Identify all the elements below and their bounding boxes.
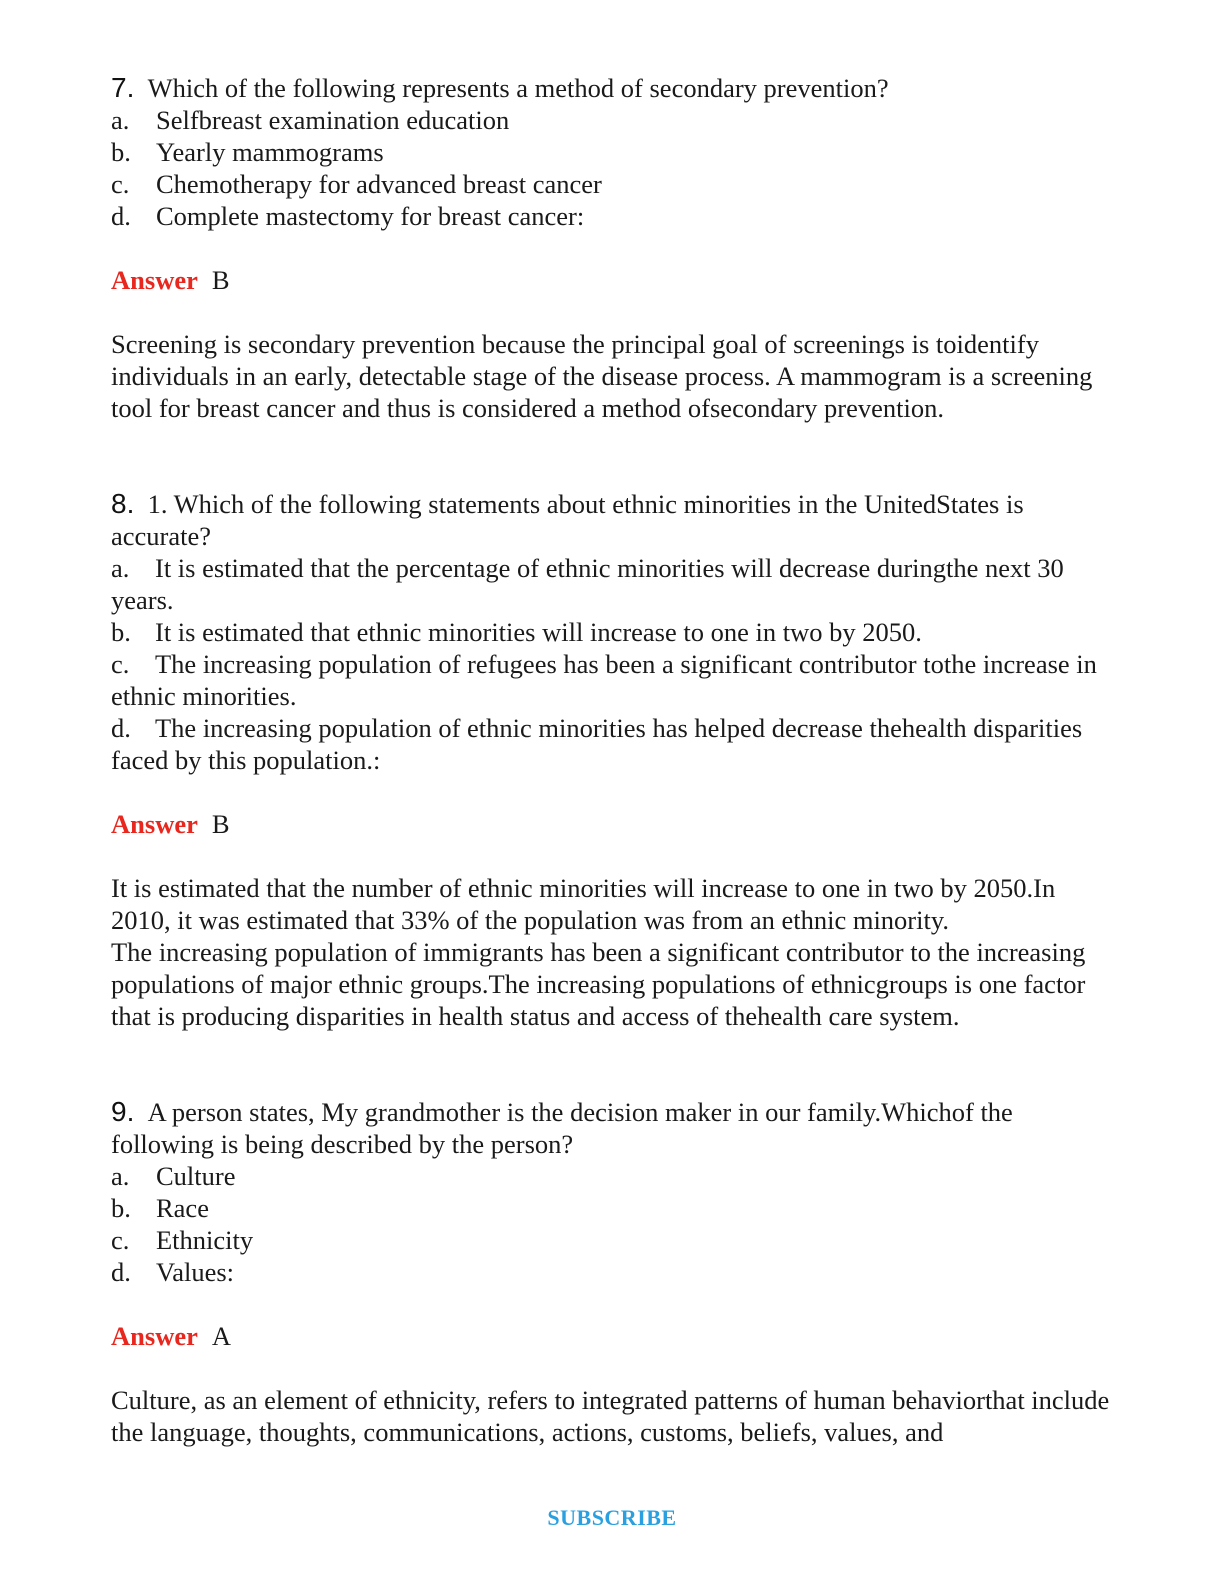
option-text: The increasing population of ethnic minorities has helped decrease thehealth disparities faced by this population.: [111, 713, 1083, 775]
option-letter: b. [111, 1193, 131, 1223]
option-letter: a. [111, 553, 130, 583]
option-a [111, 104, 1111, 136]
subscribe-link[interactable]: SUBSCRIBE [547, 1505, 677, 1530]
answer-label: Answer [111, 265, 198, 295]
option-letter: d. [111, 201, 131, 231]
question-stem [111, 1096, 1111, 1160]
option-text: Race [156, 1193, 209, 1223]
option-c [111, 1224, 1111, 1256]
option-letter: a. [111, 105, 130, 135]
question-text: 1. Which of the following statements about ethnic minorities in the UnitedStates is accurate? [111, 489, 1024, 551]
explanation: It is estimated that the number of ethnic minorities will increase to one in two by 2050.In 2010, it was estimated that 33% of the population was from an ethnic minority. [111, 873, 1056, 935]
question-7 [111, 72, 1111, 424]
question-text: Which of the following represents a method of secondary prevention? [147, 73, 889, 103]
option-text: It is estimated that the percentage of ethnic minorities will decrease duringthe next 30 years. [111, 553, 1064, 615]
spacer [111, 424, 1111, 488]
question-number: 9. [111, 1096, 135, 1127]
answer-label: Answer [111, 809, 198, 839]
option-text: Values: [156, 1257, 235, 1287]
option-c [111, 168, 1111, 200]
option-b [111, 1192, 1111, 1224]
option-a [111, 552, 1111, 616]
answer-value: A [211, 1321, 231, 1351]
option-letter: d. [111, 1257, 131, 1287]
option-d [111, 200, 1111, 232]
option-letter: c. [111, 649, 130, 679]
answer-value: B [211, 265, 230, 295]
option-b [111, 136, 1111, 168]
answer-line [111, 1320, 1111, 1352]
question-number: 8. [111, 488, 135, 519]
option-d [111, 1256, 1111, 1288]
document-page [111, 72, 1111, 1448]
explanation: Screening is secondary prevention because the principal goal of screenings is toidentify individuals in an early, detectable stage of the disease process. A mammogram is a screening tool for breast cancer and thus is considered a method ofsecondary prevention. [111, 329, 1093, 423]
answer-label: Answer [111, 1321, 198, 1351]
question-stem [111, 488, 1111, 552]
explanation: Culture, as an element of ethnicity, refers to integrated patterns of human behaviorthat include the language, thoughts, communications, actions, customs, beliefs, values, and [111, 1385, 1110, 1447]
option-text: Ethnicity [156, 1225, 254, 1255]
question-number: 7. [111, 72, 135, 103]
answer-line [111, 264, 1111, 296]
option-text: Selfbreast examination education [156, 105, 510, 135]
option-c [111, 648, 1111, 712]
option-b [111, 616, 1111, 648]
question-9 [111, 1096, 1111, 1448]
option-text: It is estimated that ethnic minorities will increase to one in two by 2050. [155, 617, 922, 647]
option-letter: c. [111, 169, 130, 199]
spacer [111, 1032, 1111, 1096]
explanation-continued: The increasing population of immigrants has been a significant contributor to the increasing populations of major ethnic groups.The increasing populations of ethnicgroups is one factor that is producing disparities in health status and access of thehealth care system. [111, 937, 1086, 1031]
option-letter: d. [111, 713, 131, 743]
option-letter: b. [111, 137, 131, 167]
option-letter: a. [111, 1161, 130, 1191]
answer-line [111, 808, 1111, 840]
option-a [111, 1160, 1111, 1192]
option-text: Yearly mammograms [156, 137, 384, 167]
question-text: A person states, My grandmother is the decision maker in our family.Whichof the following is being described by the person? [111, 1097, 1013, 1159]
option-letter: c. [111, 1225, 130, 1255]
option-text: Culture [156, 1161, 236, 1191]
option-text: Complete mastectomy for breast cancer: [156, 201, 585, 231]
option-d [111, 712, 1111, 776]
option-text: The increasing population of refugees has been a significant contributor tothe increase in ethnic minorities. [111, 649, 1097, 711]
question-stem [111, 72, 1111, 104]
question-8 [111, 488, 1111, 1032]
answer-value: B [211, 809, 230, 839]
option-text: Chemotherapy for advanced breast cancer [156, 169, 602, 199]
option-letter: b. [111, 617, 131, 647]
